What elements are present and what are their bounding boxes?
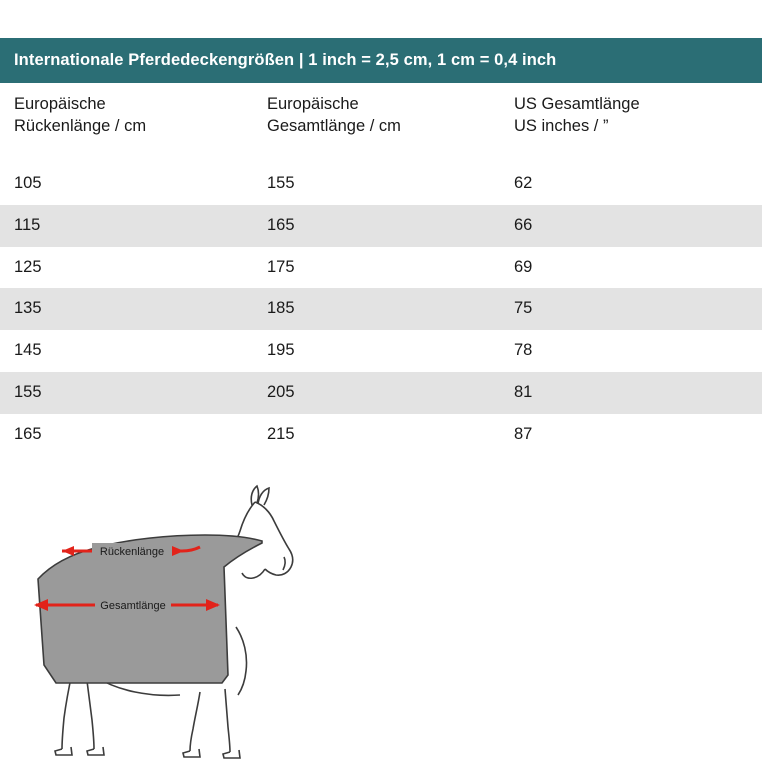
cell-us-length: 81 — [500, 372, 762, 414]
column-header-line1: Europäische — [267, 95, 359, 113]
column-header-line2: Rückenlänge / cm — [14, 117, 147, 136]
cell-total-length: 155 — [253, 163, 500, 205]
cell-total-length: 195 — [253, 330, 500, 372]
cell-us-length: 78 — [500, 330, 762, 372]
cell-back-length: 115 — [0, 205, 253, 247]
cell-total-length: 185 — [253, 288, 500, 330]
cell-back-length: 105 — [0, 163, 253, 205]
column-header-line2: Gesamtlänge / cm — [267, 117, 401, 136]
cell-us-length: 66 — [500, 205, 762, 247]
table-row — [0, 247, 762, 289]
cell-us-length: 69 — [500, 247, 762, 289]
cell-total-length: 205 — [253, 372, 500, 414]
cell-total-length: 175 — [253, 247, 500, 289]
column-header-line2: US inches / ” — [514, 117, 609, 136]
cell-us-length: 75 — [500, 288, 762, 330]
table-row — [0, 414, 762, 456]
table-row — [0, 330, 762, 372]
horse-rug-diagram — [0, 477, 762, 762]
cell-total-length: 215 — [253, 414, 500, 456]
table-row — [0, 163, 762, 205]
column-header-back-length — [0, 83, 253, 163]
cell-back-length: 125 — [0, 247, 253, 289]
cell-back-length: 145 — [0, 330, 253, 372]
size-table — [0, 83, 762, 456]
size-table-container — [0, 38, 762, 456]
column-header-us-length — [500, 83, 762, 163]
cell-back-length: 155 — [0, 372, 253, 414]
cell-us-length: 87 — [500, 414, 762, 456]
column-header-line1: US Gesamtlänge — [514, 95, 640, 113]
table-row — [0, 288, 762, 330]
cell-us-length: 62 — [500, 163, 762, 205]
label-back-length: Rückenlänge — [99, 546, 165, 558]
cell-back-length: 165 — [0, 414, 253, 456]
table-title: Internationale Pferdedeckengrößen | 1 inch = 2,5 cm, 1 cm = 0,4 inch — [0, 38, 762, 83]
table-header-row — [0, 83, 762, 163]
table-row — [0, 372, 762, 414]
cell-total-length: 165 — [253, 205, 500, 247]
column-header-total-length — [253, 83, 500, 163]
label-total-length: Gesamtlänge — [100, 600, 166, 612]
cell-back-length: 135 — [0, 288, 253, 330]
table-row — [0, 205, 762, 247]
column-header-line1: Europäische — [14, 95, 106, 113]
